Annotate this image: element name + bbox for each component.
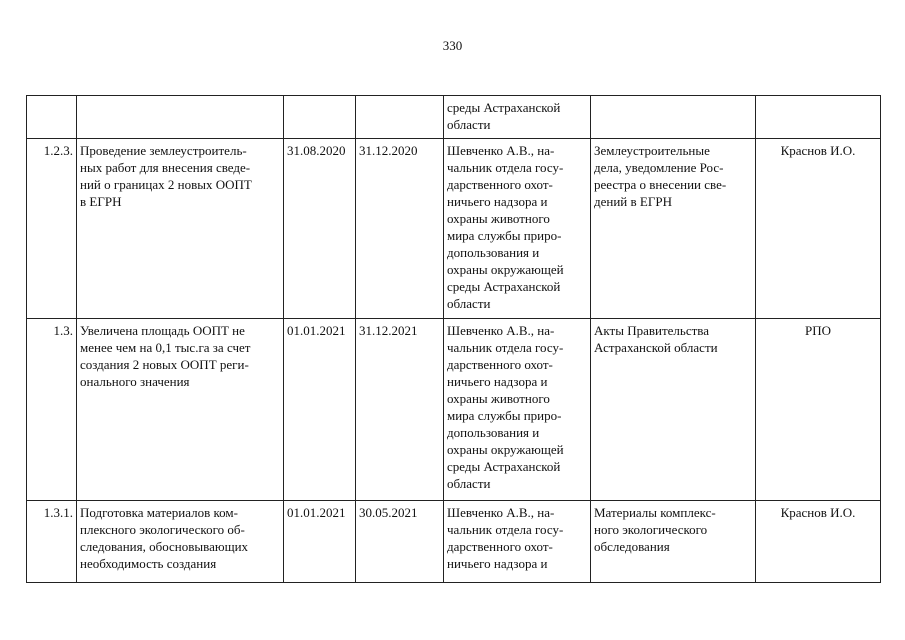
cell-start-date (284, 96, 356, 139)
line: создания 2 новых ООПТ реги- (80, 357, 249, 372)
line: чальник отдела госу- (447, 522, 564, 537)
cell-responsible (444, 501, 591, 583)
line: ного экологического (594, 522, 708, 537)
line: области (447, 296, 491, 311)
line: допользования и (447, 425, 540, 440)
line: дела, уведомление Рос- (594, 160, 724, 175)
line: Шевченко А.В., на- (447, 143, 555, 158)
cell-result (591, 501, 756, 583)
cell-control (756, 96, 881, 139)
cell-number: 1.3. (27, 319, 77, 501)
cell-start-date: 01.01.2021 (284, 319, 356, 501)
line: плексного экологического об- (80, 522, 245, 537)
line: дарственного охот- (447, 539, 553, 554)
line: области (447, 476, 491, 491)
line: среды Астраханской (447, 279, 561, 294)
line: необходимость создания (80, 556, 217, 571)
cell-task (77, 139, 284, 319)
cell-number: 1.3.1. (27, 501, 77, 583)
line: ных работ для внесения сведе- (80, 160, 251, 175)
line: области (447, 117, 491, 132)
cell-responsible (444, 139, 591, 319)
cell-task (77, 319, 284, 501)
cell-result (591, 139, 756, 319)
line: дарственного охот- (447, 177, 553, 192)
line: Материалы комплекс- (594, 505, 716, 520)
line: ничьего надзора и (447, 556, 548, 571)
line: охраны окружающей (447, 442, 564, 457)
line: ничьего надзора и (447, 374, 548, 389)
cell-control: Краснов И.О. (756, 139, 881, 319)
cell-end-date: 31.12.2021 (356, 319, 444, 501)
line: дений в ЕГРН (594, 194, 672, 209)
line: менее чем на 0,1 тыс.га за счет (80, 340, 251, 355)
cell-start-date: 01.01.2021 (284, 501, 356, 583)
cell-number (27, 96, 77, 139)
cell-end-date: 31.12.2020 (356, 139, 444, 319)
line: Увеличена площадь ООПТ не (80, 323, 245, 338)
page-number: 330 (442, 38, 463, 53)
table-row (27, 139, 881, 319)
line: реестра о внесении све- (594, 177, 727, 192)
table-row (27, 96, 881, 139)
line: Проведение землеустроитель- (80, 143, 247, 158)
cell-task (77, 501, 284, 583)
line: охраны окружающей (447, 262, 564, 277)
line: Астраханской области (594, 340, 718, 355)
line: онального значения (80, 374, 190, 389)
cell-responsible (444, 96, 591, 139)
line: чальник отдела госу- (447, 340, 564, 355)
cell-responsible (444, 319, 591, 501)
line: охраны животного (447, 391, 550, 406)
cell-start-date: 31.08.2020 (284, 139, 356, 319)
line: среды Астраханской (447, 459, 561, 474)
table-row (27, 319, 881, 501)
cell-end-date (356, 96, 444, 139)
line: в ЕГРН (80, 194, 122, 209)
plan-table (26, 95, 881, 583)
cell-control: РПО (756, 319, 881, 501)
line: Шевченко А.В., на- (447, 505, 555, 520)
line: следования, обосновывающих (80, 539, 249, 554)
cell-number: 1.2.3. (27, 139, 77, 319)
line: мира службы приро- (447, 228, 562, 243)
line: дарственного охот- (447, 357, 553, 372)
line: допользования и (447, 245, 540, 260)
cell-result (591, 319, 756, 501)
table-row (27, 501, 881, 583)
line: обследования (594, 539, 670, 554)
line: Акты Правительства (594, 323, 710, 338)
line: Шевченко А.В., на- (447, 323, 555, 338)
cell-control: Краснов И.О. (756, 501, 881, 583)
cell-result (591, 96, 756, 139)
line: чальник отдела госу- (447, 160, 564, 175)
line: Землеустроительные (594, 143, 710, 158)
line: мира службы приро- (447, 408, 562, 423)
line: Подготовка материалов ком- (80, 505, 238, 520)
cell-task (77, 96, 284, 139)
cell-end-date: 30.05.2021 (356, 501, 444, 583)
line: ничьего надзора и (447, 194, 548, 209)
line: охраны животного (447, 211, 550, 226)
line: среды Астраханской (447, 100, 561, 115)
line: ний о границах 2 новых ООПТ (80, 177, 252, 192)
